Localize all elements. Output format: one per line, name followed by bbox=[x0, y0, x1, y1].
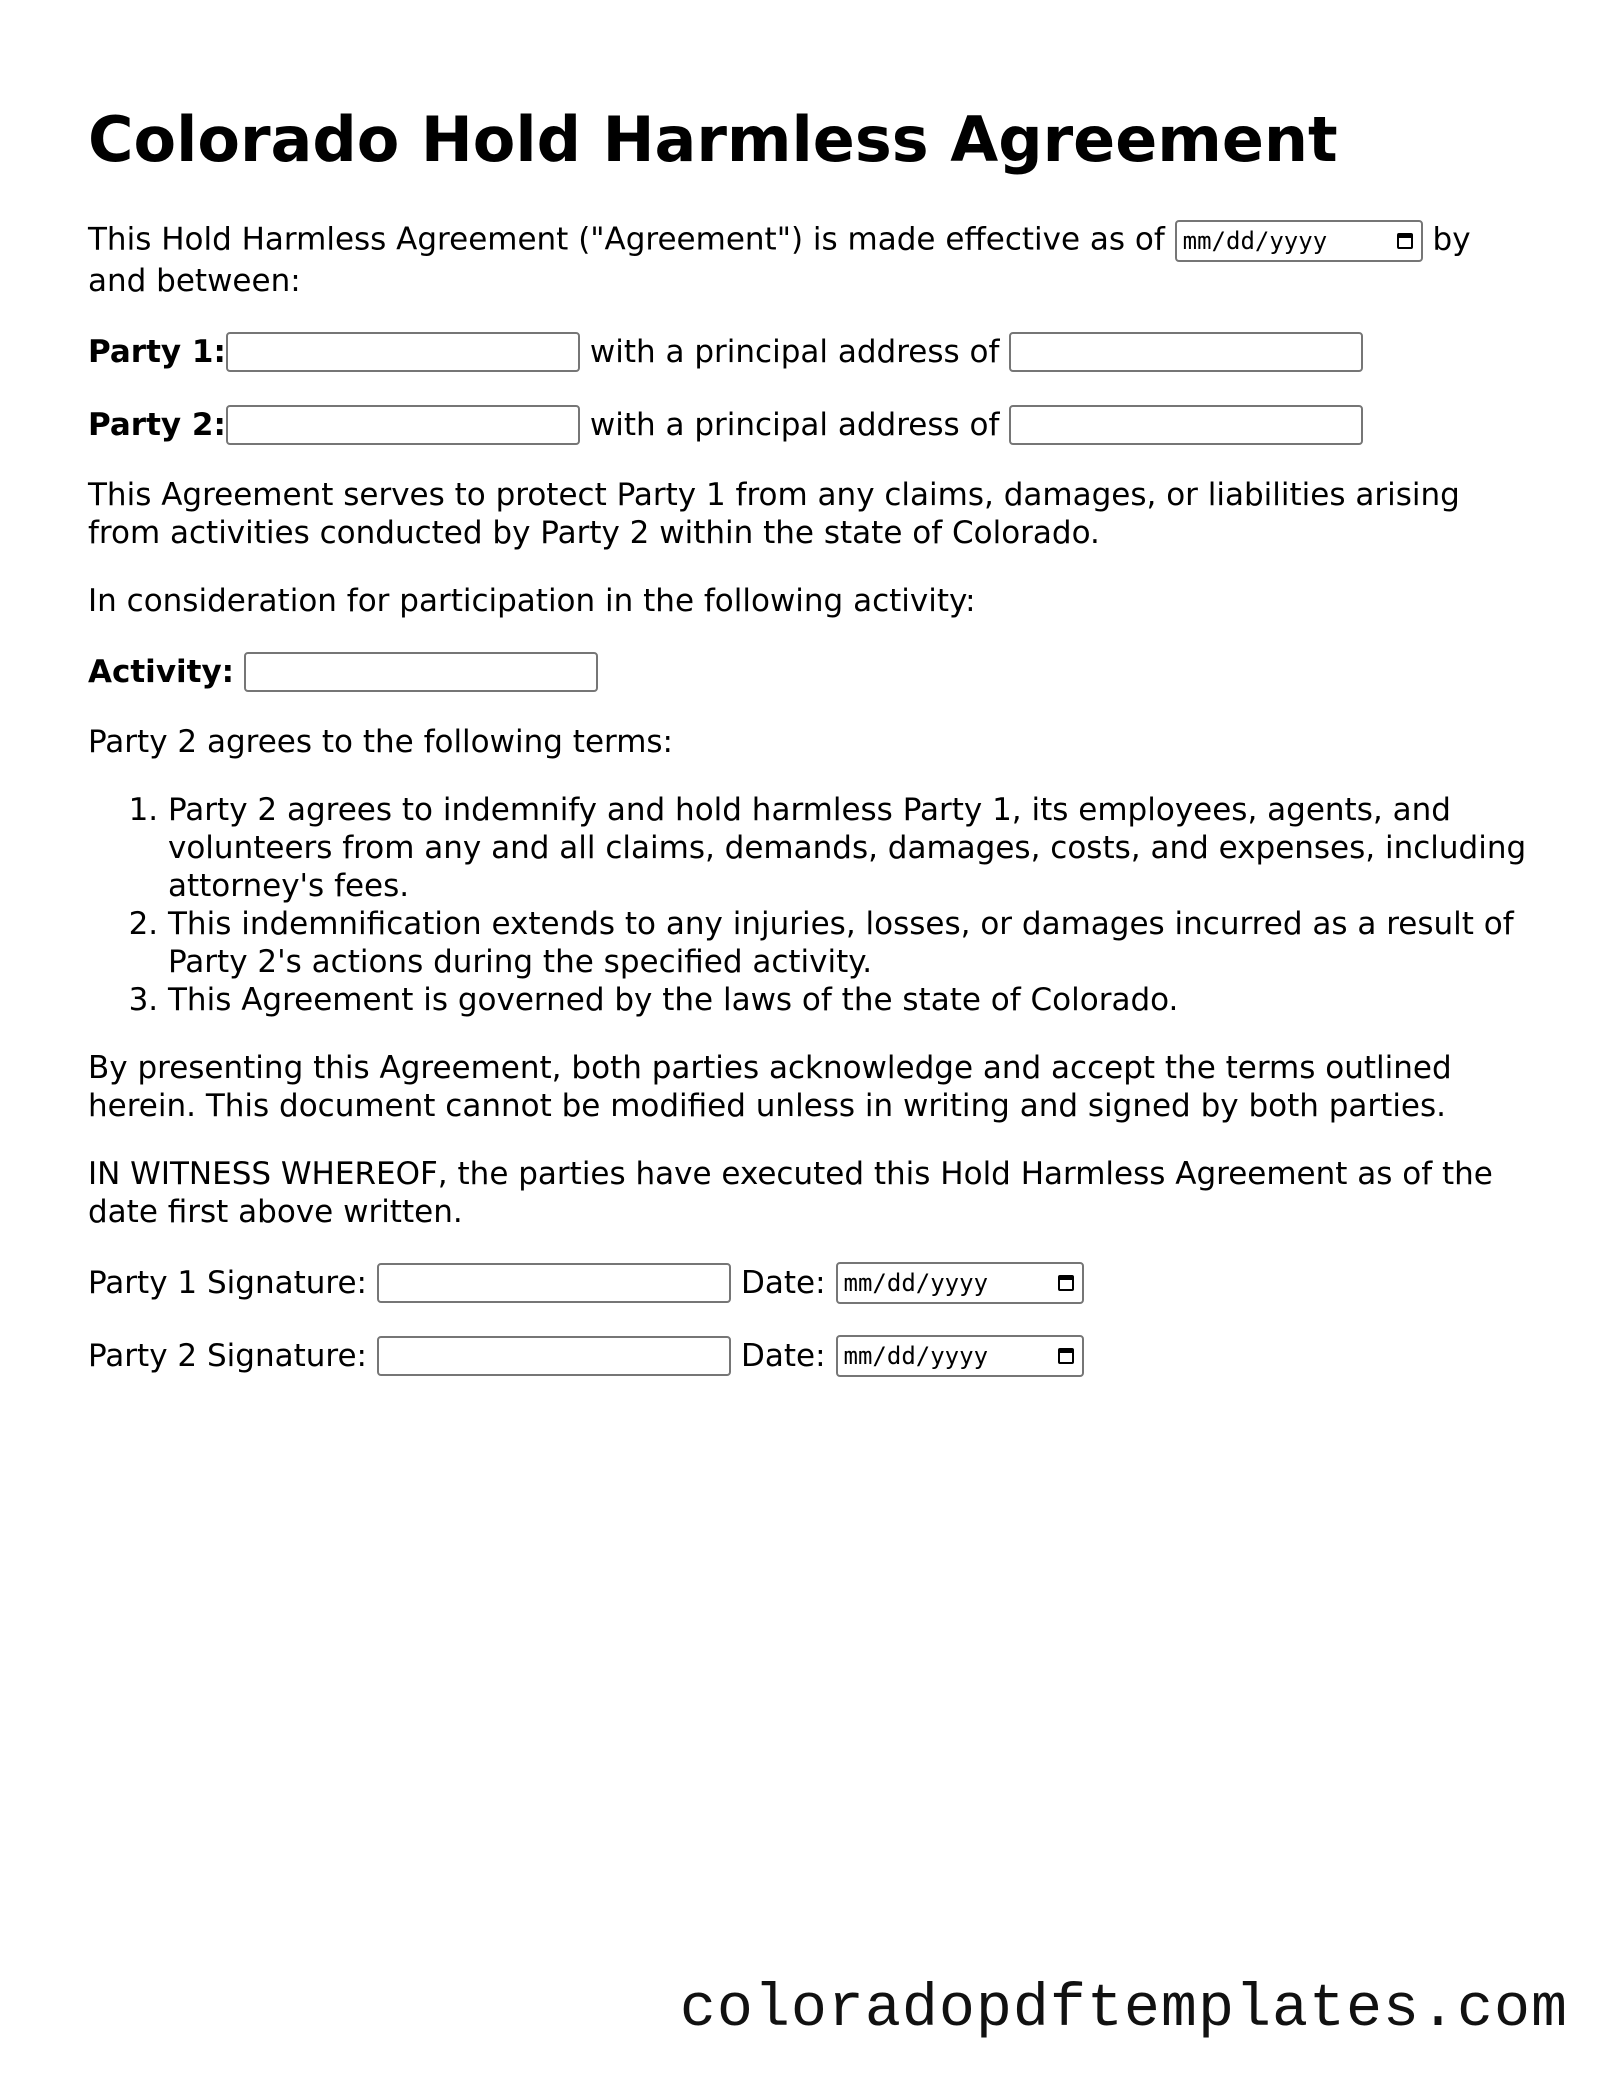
activity-input[interactable] bbox=[244, 652, 598, 692]
party-2-signature-label: Party 2 Signature: bbox=[88, 1338, 367, 1374]
party-1-signature-row bbox=[88, 1261, 1528, 1305]
calendar-icon[interactable] bbox=[1058, 1348, 1074, 1364]
effective-date-input[interactable] bbox=[1175, 220, 1423, 262]
party-2-address-input[interactable] bbox=[1009, 405, 1363, 445]
party-2-date-input[interactable] bbox=[836, 1335, 1084, 1377]
consideration-paragraph: In consideration for participation in the following activity: bbox=[88, 583, 976, 619]
term-item: 1. Party 2 agrees to indemnify and hold harmless Party 1, its employees, agents, and volunteers from any and all claims, demands, damages, costs, and expenses, including attorney's fees. bbox=[168, 791, 1528, 905]
acknowledgement-paragraph: By presenting this Agreement, both parties acknowledge and accept the terms outlined herein. This document cannot be modified unless in writing and signed by both parties. bbox=[88, 1050, 1452, 1124]
party-1-date-label: Date: bbox=[740, 1265, 826, 1301]
party-2-name-input[interactable] bbox=[226, 405, 580, 445]
calendar-icon[interactable] bbox=[1397, 233, 1413, 249]
party-1-date-input[interactable] bbox=[836, 1262, 1084, 1304]
party-1-address-input[interactable] bbox=[1009, 332, 1363, 372]
activity-row bbox=[88, 650, 1528, 694]
party-2-date-label: Date: bbox=[740, 1338, 826, 1374]
party-1-label: Party 1: bbox=[88, 334, 226, 370]
site-watermark: coloradopdftemplates.com bbox=[679, 1976, 1568, 2044]
page-title: Colorado Hold Harmless Agreement bbox=[88, 103, 1338, 176]
term-item: 3. This Agreement is governed by the laws of the state of Colorado. bbox=[168, 981, 1528, 1019]
date-placeholder: mm/dd/yyyy bbox=[843, 1342, 989, 1370]
party-2-row bbox=[88, 403, 1528, 447]
terms-list bbox=[88, 791, 1528, 1019]
date-placeholder: mm/dd/yyyy bbox=[1182, 227, 1328, 255]
intro-text: This Hold Harmless Agreement ("Agreement") is made effective as of bbox=[88, 221, 1165, 258]
agreement-document bbox=[88, 104, 1528, 1407]
date-placeholder: mm/dd/yyyy bbox=[843, 1269, 989, 1297]
term-item: 2. This indemnification extends to any injuries, losses, or damages incurred as a result of Party 2's actions during the specified activity. bbox=[168, 905, 1528, 981]
party-1-signature-input[interactable] bbox=[377, 1263, 731, 1303]
party-1-address-label: with a principal address of bbox=[589, 334, 1000, 370]
party-1-signature-label: Party 1 Signature: bbox=[88, 1265, 367, 1301]
party-2-signature-input[interactable] bbox=[377, 1336, 731, 1376]
witness-paragraph: IN WITNESS WHEREOF, the parties have executed this Hold Harmless Agreement as of the date first above written. bbox=[88, 1156, 1493, 1230]
party-2-label: Party 2: bbox=[88, 407, 226, 443]
activity-label: Activity: bbox=[88, 654, 235, 690]
terms-intro: Party 2 agrees to the following terms: bbox=[88, 724, 674, 760]
intro-paragraph bbox=[88, 220, 1528, 300]
party-1-row bbox=[88, 330, 1528, 374]
party-2-address-label: with a principal address of bbox=[589, 407, 1000, 443]
party-1-name-input[interactable] bbox=[226, 332, 580, 372]
purpose-paragraph: This Agreement serves to protect Party 1 from any claims, damages, or liabilities arising from activities conducted by Party 2 within the state of Colorado. bbox=[88, 477, 1460, 551]
party-2-signature-row bbox=[88, 1334, 1528, 1378]
intro-text-end: by and between: bbox=[88, 221, 1471, 299]
calendar-icon[interactable] bbox=[1058, 1275, 1074, 1291]
